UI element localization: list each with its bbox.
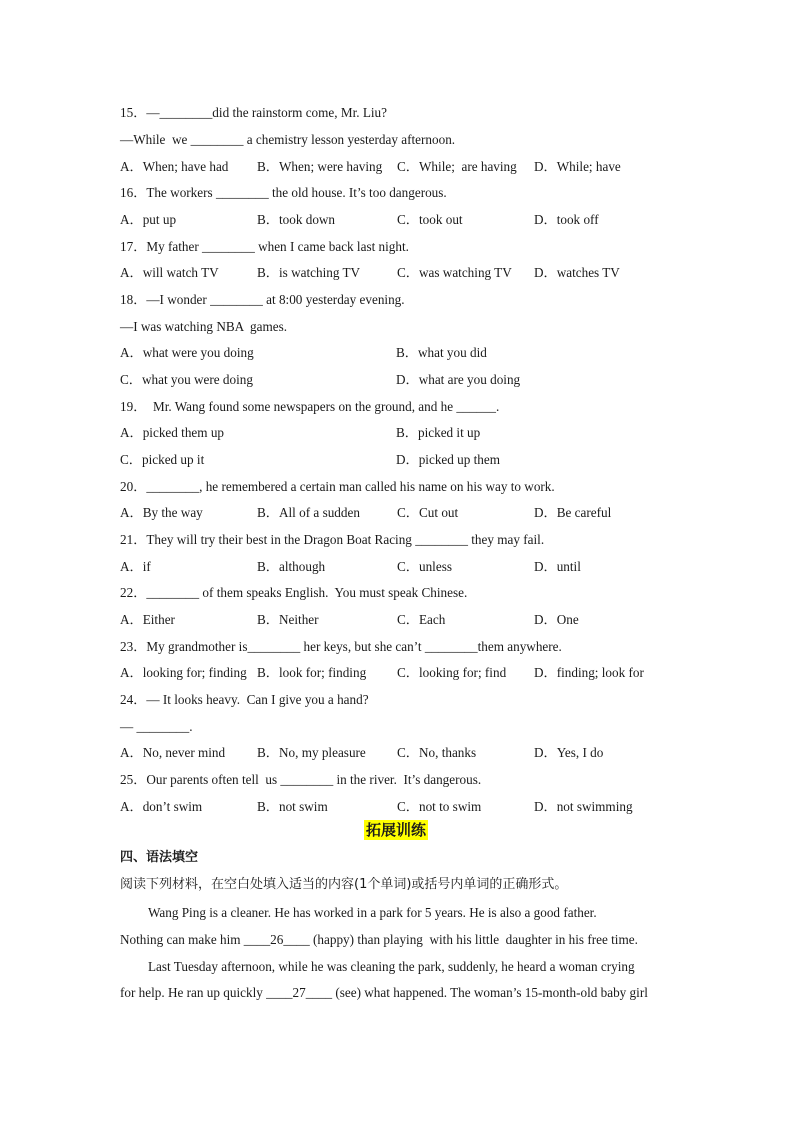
question-16-options [120, 212, 680, 228]
option-d: D．not swimming [534, 799, 633, 814]
option-c: C．Each [397, 612, 446, 627]
option-b: B．picked it up [396, 425, 481, 440]
option-a: A．No, never mind [120, 745, 226, 760]
option-c: C．looking for; find [397, 665, 507, 680]
passage-line: Last Tuesday afternoon, while he was cleaning the park, suddenly, he heard a woman crying [148, 959, 635, 974]
option-d: D．Be careful [534, 505, 612, 520]
option-d: D．took off [534, 212, 599, 227]
question-18-stem: 18．—I wonder ________ at 8:00 yesterday evening. [120, 292, 405, 307]
option-c: C．took out [397, 212, 463, 227]
option-b: B．took down [257, 212, 336, 227]
option-d: D．One [534, 612, 579, 627]
extension-training-heading: 拓展训练 [366, 821, 427, 839]
option-c: C．was watching TV [397, 265, 512, 280]
option-d: D．until [534, 559, 581, 574]
option-d: D．what are you doing [396, 372, 521, 387]
passage-line [120, 985, 648, 1001]
question-17-options [120, 265, 680, 281]
option-c: C．While; are having [397, 159, 517, 174]
option-a: A．put up [120, 212, 177, 227]
option-b: B．No, my pleasure [257, 745, 366, 760]
question-18-reply: —I was watching NBA games. [120, 319, 288, 334]
passage-line: Wang Ping is a cleaner. He has worked in a park for 5 years. He is also a good father. [148, 905, 597, 920]
option-c: C．No, thanks [397, 745, 477, 760]
passage-text: for help. He ran up quickly [120, 985, 267, 1000]
question-15-options [120, 159, 680, 175]
option-d: D．finding; look for [534, 665, 644, 680]
option-a: A．When; have had [120, 159, 229, 174]
option-c: C．what you were doing [120, 372, 253, 387]
question-21-stem: 21．They will try their best in the Dragon Boat Racing ________ they may fail. [120, 532, 545, 547]
option-c: C．Cut out [397, 505, 459, 520]
option-a: A．By the way [120, 505, 203, 520]
option-b: B．what you did [396, 345, 487, 360]
option-b: B．All of a sudden [257, 505, 360, 520]
question-18-options-row2 [120, 372, 680, 388]
option-a: A．picked them up [120, 425, 225, 440]
question-22-stem: 22．________ of them speaks English. You must speak Chinese. [120, 585, 468, 600]
option-a: A．Either [120, 612, 175, 627]
question-24-stem: 24．— It looks heavy. Can I give you a hand? [120, 692, 369, 707]
option-a: A．don’t swim [120, 799, 203, 814]
blank-26: ____26____ [243, 932, 310, 947]
question-15-stem: 15．—________did the rainstorm come, Mr. Liu? [120, 105, 388, 120]
question-21-options [120, 559, 680, 575]
question-17-stem: 17．My father ________ when I came back last night. [120, 239, 409, 254]
passage-text: (see) what happened. The woman’s 15-month-old baby girl [332, 985, 648, 1000]
option-b: B．When; were having [257, 159, 383, 174]
passage-text: Nothing can make him [120, 932, 244, 947]
option-c: C．not to swim [397, 799, 482, 814]
passage-text: (happy) than playing with his little daughter in his free time. [309, 932, 638, 947]
section-instruction: 阅读下列材料，在空白处填入适当的内容(1个单词)或括号内单词的正确形式。 [120, 877, 568, 892]
question-18-options-row1 [120, 345, 680, 361]
option-d: D．watches TV [534, 265, 620, 280]
option-a: A．looking for; finding [120, 665, 247, 680]
option-a: A．what were you doing [120, 345, 254, 360]
question-16-stem: 16．The workers ________ the old house. It’s too dangerous. [120, 185, 447, 200]
question-15-reply: —While we ________ a chemistry lesson yesterday afternoon. [120, 132, 456, 147]
option-a: A．will watch TV [120, 265, 219, 280]
option-d: D．Yes, I do [534, 745, 604, 760]
option-b: B．look for; finding [257, 665, 367, 680]
question-19-stem: 19． Mr. Wang found some newspapers on the ground, and he ______. [120, 399, 500, 414]
option-b: B．although [257, 559, 326, 574]
question-25-stem: 25．Our parents often tell us ________ in the river. It’s dangerous. [120, 772, 482, 787]
question-25-options [120, 799, 680, 815]
question-24-options [120, 745, 680, 761]
option-b: B．not swim [257, 799, 328, 814]
question-24-reply: — ________. [120, 719, 193, 734]
question-20-options [120, 505, 680, 521]
option-b: B．is watching TV [257, 265, 361, 280]
passage-line [120, 932, 638, 948]
question-20-stem: 20．________, he remembered a certain man called his name on his way to work. [120, 479, 555, 494]
option-d: D．While; have [534, 159, 621, 174]
section-title: 四、语法填空 [120, 850, 199, 865]
question-23-options [120, 665, 680, 681]
question-19-options-row2 [120, 452, 680, 468]
option-b: B．Neither [257, 612, 319, 627]
option-d: D．picked up them [396, 452, 501, 467]
option-c: C．unless [397, 559, 452, 574]
question-22-options [120, 612, 680, 628]
option-a: A．if [120, 559, 151, 574]
question-19-options-row1 [120, 425, 680, 441]
option-c: C．picked up it [120, 452, 205, 467]
blank-27: ____27____ [266, 985, 333, 1000]
question-23-stem: 23．My grandmother is________ her keys, but she can’t ________them anywhere. [120, 639, 562, 654]
